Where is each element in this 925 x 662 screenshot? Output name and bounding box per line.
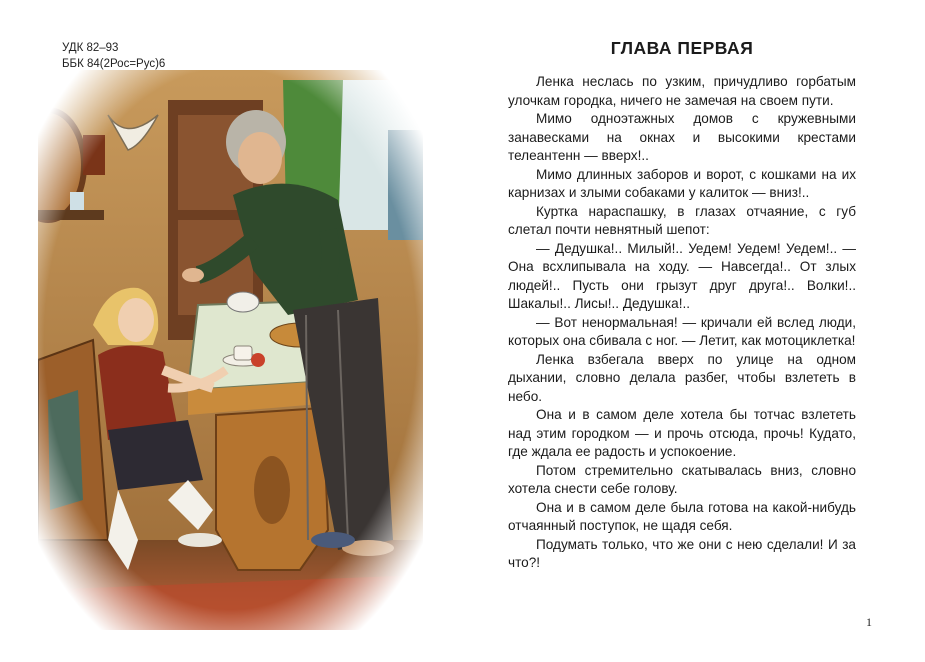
left-page xyxy=(0,0,462,662)
paragraph: — Вот ненормальная! — кричали ей вслед люди, которых она сбивала с ног. — Летит, как мотоциклетка! xyxy=(508,314,856,348)
paragraph: Мимо одноэтажных домов с кружевными занавесками на окнах и высокими крестами телеантенн — вверх!.. xyxy=(508,111,856,163)
illustration xyxy=(38,70,423,630)
paragraph: Подумать только, что же они с нею сделали! И за что?! xyxy=(508,536,856,570)
udk-code: УДК 82–93 xyxy=(62,42,119,54)
paragraph: Ленка неслась по узким, причудливо горбатым улочкам городка, ничего не замечая на своем пути. xyxy=(508,74,856,108)
paragraph: Она и в самом деле была готова на какой-нибудь отчаянный поступок, не щадя себя. xyxy=(508,499,856,533)
paragraph: Куртка нараспашку, в глазах отчаяние, с губ слетал почти невнятный шепот: xyxy=(508,203,856,237)
paragraph: Она и в самом деле хотела бы тотчас взлететь над этим городком — и прочь отсюда, прочь! Кудато, где ждала ее радость и успокоение. xyxy=(508,407,856,459)
paragraph: Потом стремительно скатывалась вниз, словно хотела снести себе голову. xyxy=(508,462,856,496)
bbk-code: ББК 84(2Рос=Рус)6 xyxy=(62,57,166,70)
page-number: 1 xyxy=(866,615,872,629)
paragraph: Ленка взбегала вверх по улице на одном дыхании, словно делала разбег, чтобы взлететь в небо. xyxy=(508,351,856,404)
paragraph: Мимо длинных заборов и ворот, с кошками на их карнизах и злыми собаками у калиток — вниз!.. xyxy=(508,166,856,200)
chapter-title: ГЛАВА ПЕРВАЯ xyxy=(610,38,754,58)
chapter-text xyxy=(508,73,856,573)
paragraph: — Дедушка!.. Милый!.. Уедем! Уедем! Уедем!.. — Она всхлипывала на ходу. — Навсегда!.. От злых людей!.. Пусть они грызут друг друга!.. Волки!.. Шакалы!.. Лисы!.. Дедушка!.. xyxy=(508,240,856,311)
